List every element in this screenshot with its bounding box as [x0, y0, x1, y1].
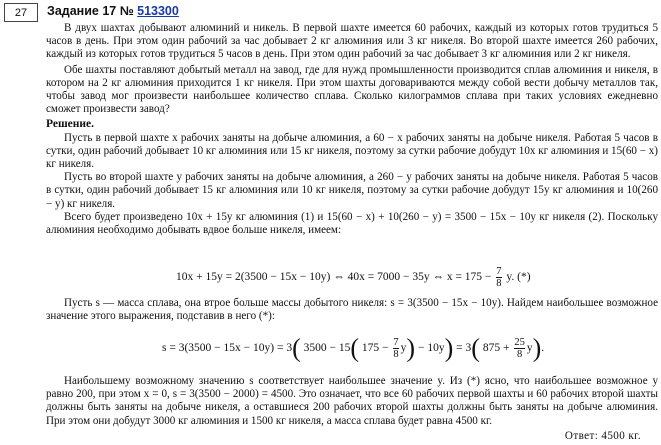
equation-star: 10x + 15y = 2(3500 − 15x − 10y) ⇔ 40x = 7000 − 35y ⇔ x = 175 − $\frac{7}{8}$ y. (*) [176, 266, 531, 289]
equation-star-fraction: $\frac{7}{8}$ [496, 266, 502, 289]
problem-paragraph-1: В двух шахтах добывают алюминий и никель. В первой шахте имеется 60 рабочих, каждый из которых готов трудиться 5 часов в день. При этом один рабочий за час добывает 2 кг алюминия или 3 кг никеля. Во второй шахте имеется 260 рабочих, каждый из которых готов трудиться 5 часов в день. При этом один рабочий за час добывает 3 кг алюминия или 2 кг никеля. [46, 22, 658, 61]
equation-mass-fraction-2: $\frac{25}{8}$ [514, 337, 525, 360]
solution-block-3 [46, 375, 658, 428]
task-label: Задание 17 № [47, 4, 134, 18]
solution-paragraph-4: Пусть s — масса сплава, она втрое больше массы добытого никеля: s = 3(3500 − 15x − 10y). Найдем наибольшее возможное значение этого выражения, подставив в него (*): [46, 297, 658, 323]
solution-paragraph-2: Пусть во второй шахте y рабочих заняты на добыче алюминия, а 260 − y рабочих заняты на добыче никеля. Работая 5 часов в сутки, один рабочий добывает 15 кг алюминия или 10 кг никеля, поэтому за сутки рабочие добудут 15y кг алюминия и 10(260 − y) кг никеля. [46, 171, 658, 210]
answer-line: Ответ: 4500 кг. [564, 430, 641, 442]
solution-block-2 [46, 297, 658, 323]
task-id-link[interactable]: 513300 [137, 4, 179, 18]
task-header [47, 4, 179, 18]
equation-mass: s = 3(3500 − 15x − 10y) = 3( 3500 − 15( 175 − $\frac{7}{8}$ y) − 10y) = 3( 875 + $\frac{25}{8}$ y). [162, 333, 545, 363]
problem-paragraph-2: Обе шахты поставляют добытый металл на завод, где для нужд промышленности производится сплав алюминия и никеля, в котором на 2 кг алюминия приходится 1 кг никеля. При этом шахты договариваются между собой вести добычу металлов так, чтобы завод мог произвести наибольшее количество сплава. Сколько килограммов сплава при таких условиях ежедневно сможет произвести завод? [46, 63, 658, 116]
solution-heading: Решение. [46, 118, 95, 131]
task-number-badge: 27 [4, 3, 38, 22]
equation-mass-fraction-1: $\frac{7}{8}$ [393, 337, 399, 360]
task-body [46, 22, 658, 237]
solution-paragraph-1: Пусть в первой шахте x рабочих заняты на добыче алюминия, а 60 − x рабочих заняты на добыче никеля. Работая 5 часов в сутки, один рабочий добывает 10 кг алюминия или 15 кг никеля, поэтому за сутки рабочие добудут 10x кг алюминия и 15(60 − x) кг никеля. [46, 131, 658, 171]
solution-paragraph-3: Всего будет произведено 10x + 15y кг алюминия (1) и 15(60 − x) + 10(260 − y) = 3500 − 15x − 10y кг никеля (2). Поскольку алюминия необходимо добывать вдвое больше никеля, имеем: [46, 210, 658, 237]
solution-paragraph-5: Наибольшему возможному значению s соответствует наибольшее значение y. Из (*) ясно, что наибольшее возможное y равно 200, при этом x = 0, s = 3(3500 − 2000) = 4500. Это означает, что все 60 рабочих первой шахты и 60 рабочих второй шахты должны быть заняты на добыче никеля, а оставшиеся 200 рабочих второй шахты должны быть заняты на добыче алюминия. При этом они добудут 3000 кг алюминия и 1500 кг никеля, а масса сплава будет равна 4500 кг. [46, 375, 658, 427]
